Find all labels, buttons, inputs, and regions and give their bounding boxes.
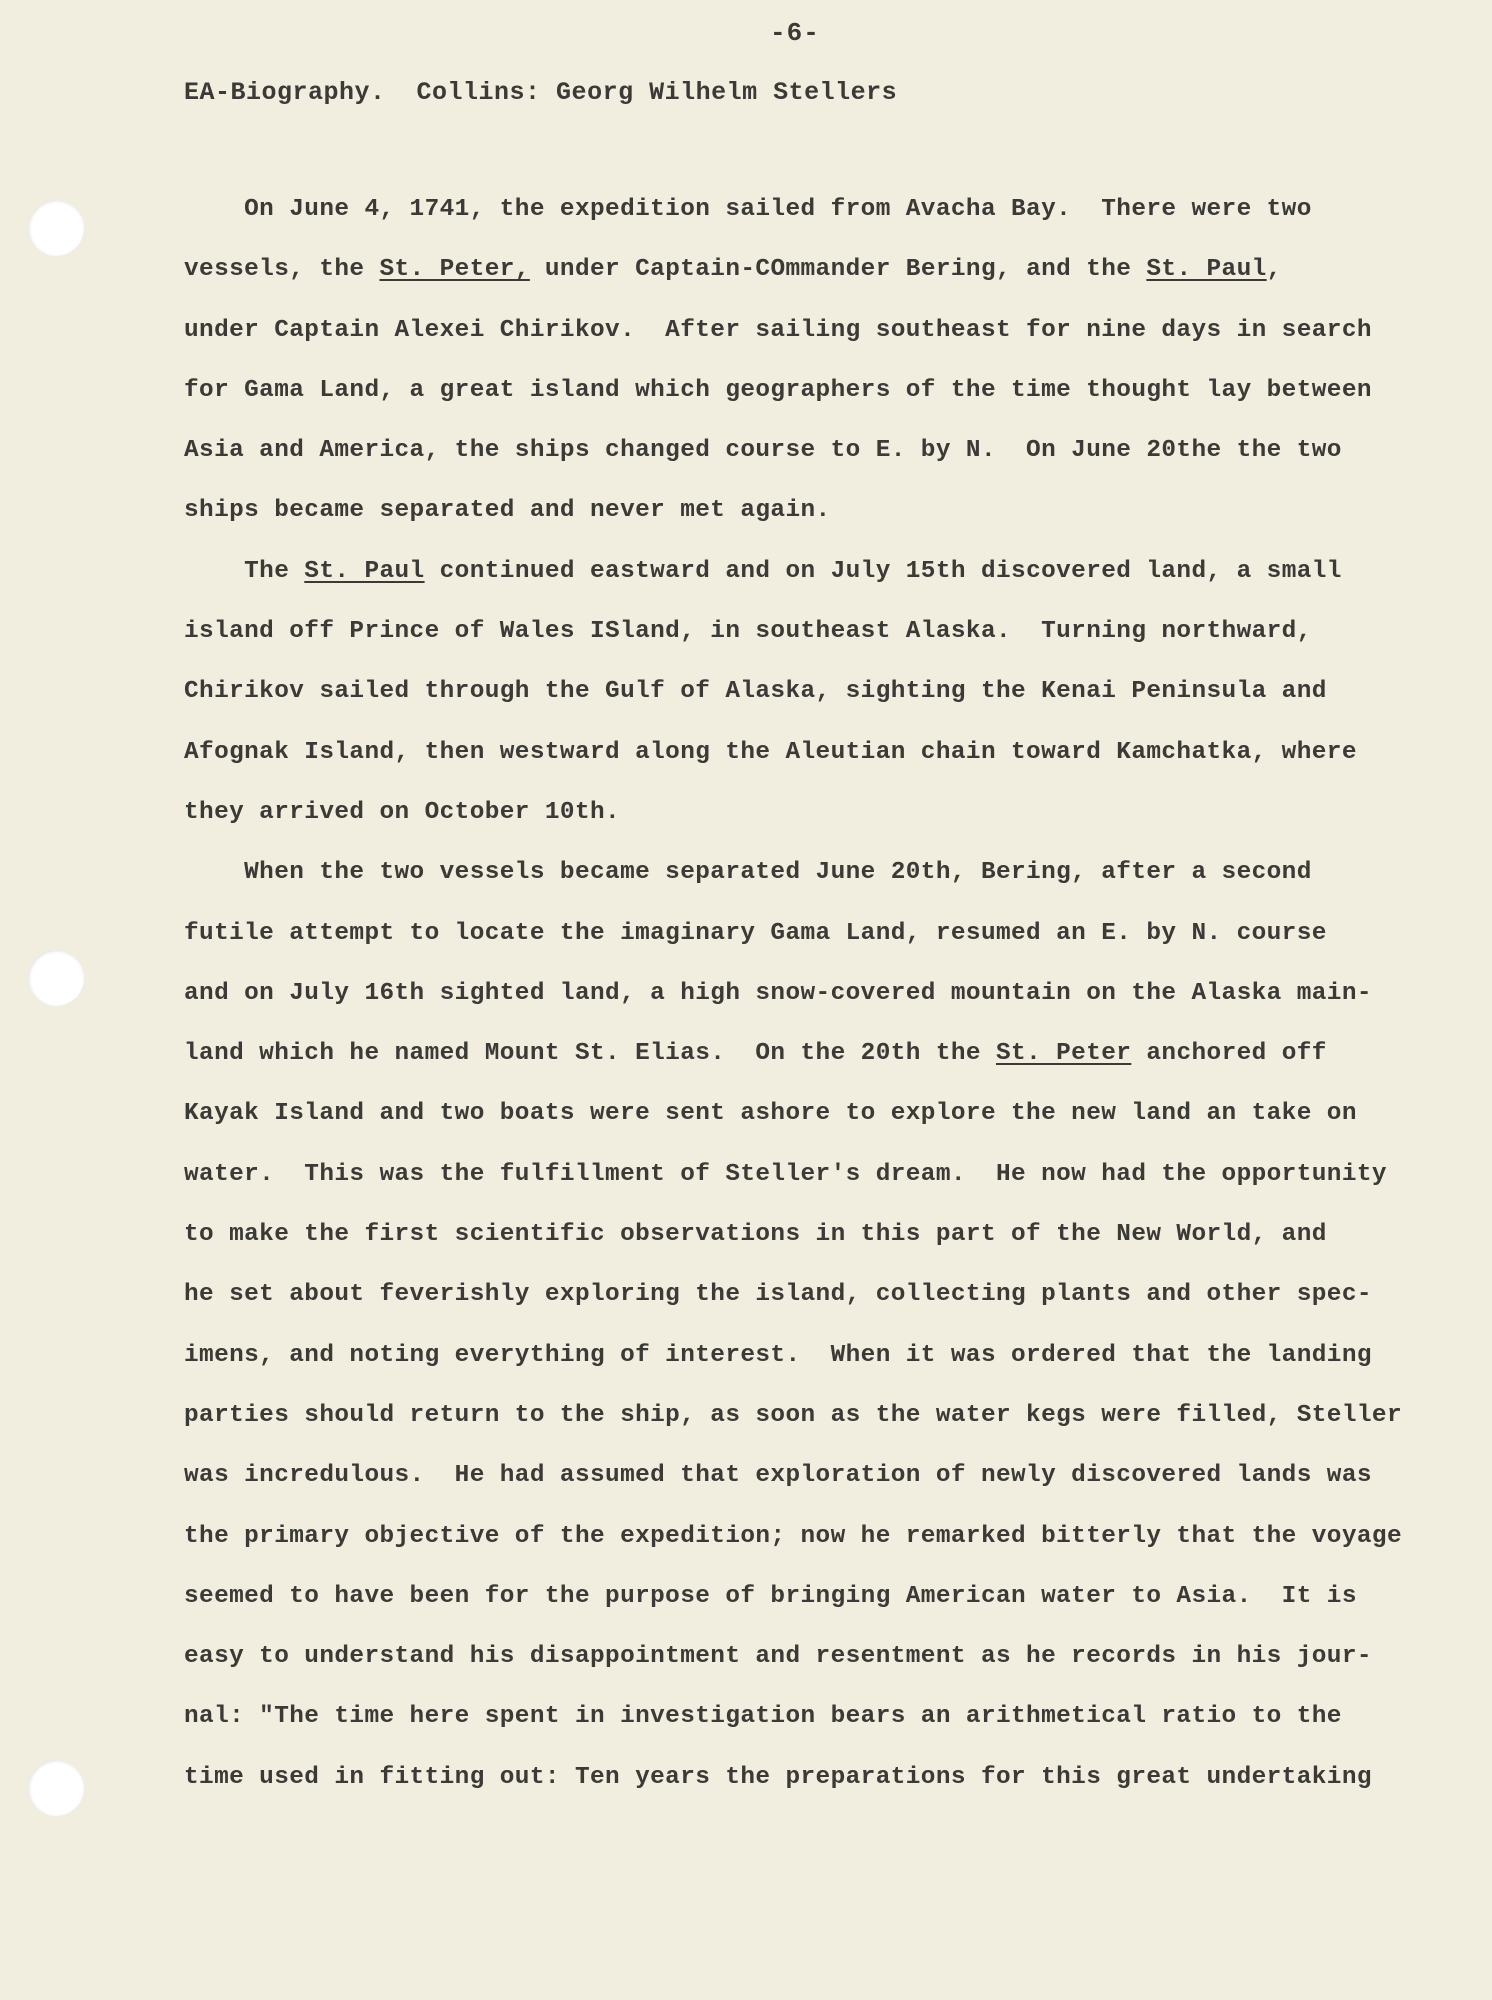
text-line: imens, and noting everything of interest. When it was ordered that the landing [184,1341,1372,1369]
paragraph [184,198,1414,560]
text-line: When the two vessels became separated June 20th, Bering, after a second [184,859,1312,887]
text-segment: land which he named Mount St. Elias. On the 20th the [184,1040,996,1068]
text-line: parties should return to the ship, as soon as the water kegs were filled, Steller [184,1401,1402,1429]
paragraph [184,557,1414,861]
text-line: On June 4, 1741, the expedition sailed from Avacha Bay. There were two [184,196,1312,223]
text-line [184,557,1414,620]
page-number: -6- [770,18,820,48]
text-segment: anchored off [1131,1040,1327,1068]
text-segment: The [184,557,305,585]
text-line: and on July 16th sighted land, a high snow-covered mountain on the Alaska main- [184,979,1372,1007]
text-line: time used in fitting out: Ten years the preparations for this great undertaking [184,1763,1372,1791]
text-line: Asia and America, the ships changed course to E. by N. On June 20the the two [184,437,1342,465]
text-line: Chirikov sailed through the Gulf of Alaska, sighting the Kenai Peninsula and [184,678,1327,706]
text-line: the primary objective of the expedition; now he remarked bitterly that the voyage [184,1522,1402,1550]
text-line: seemed to have been for the purpose of bringing American water to Asia. It is [184,1582,1357,1610]
punch-hole [28,950,84,1006]
ship-name-underlined: St. Peter, [379,256,530,284]
text-segment: under Captain-COmmander Bering, and the [529,256,1147,284]
text-line [184,1042,1414,1102]
text-line: for Gama Land, a great island which geographers of the time thought lay between [184,376,1372,404]
text-segment: continued eastward and on July 15th discovered land, a small [424,557,1342,585]
text-line: island off Prince of Wales ISland, in southeast Alaska. Turning northward, [184,618,1312,646]
text-line: Kayak Island and two boats were sent ashore to explore the new land an take on [184,1100,1357,1128]
text-line: water. This was the fulfillment of Steller's dream. He now had the opportunity [184,1160,1387,1188]
text-line: futile attempt to locate the imaginary Gama Land, resumed an E. by N. course [184,919,1327,947]
text-line: he set about feverishly exploring the island, collecting plants and other spec- [184,1281,1372,1309]
punch-hole [28,1760,84,1816]
text-line: was incredulous. He had assumed that exploration of newly discovered lands was [184,1462,1372,1490]
text-line: ships became separated and never met again. [184,497,831,525]
text-segment: , [1266,256,1282,284]
text-line: easy to understand his disappointment and resentment as he records in his jour- [184,1643,1372,1671]
ship-name-underlined: St. Paul [304,557,425,585]
punch-hole [28,200,84,256]
text-line [184,258,1414,318]
text-line: under Captain Alexei Chirikov. After sailing southeast for nine days in search [184,316,1372,344]
body-text [184,198,1414,1826]
ship-name-underlined: St. Paul [1146,256,1267,284]
text-line: Afognak Island, then westward along the Aleutian chain toward Kamchatka, where [184,738,1357,766]
text-line: nal: "The time here spent in investigation bears an arithmetical ratio to the [184,1703,1342,1731]
ship-name-underlined: St. Peter [996,1040,1132,1068]
text-segment: vessels, the [184,256,380,284]
document-heading: EA-Biography. Collins: Georg Wilhelm Stellers [184,78,898,107]
text-line: they arrived on October 10th. [184,798,621,826]
paragraph [184,861,1414,1826]
text-line: to make the first scientific observations in this part of the New World, and [184,1221,1327,1249]
